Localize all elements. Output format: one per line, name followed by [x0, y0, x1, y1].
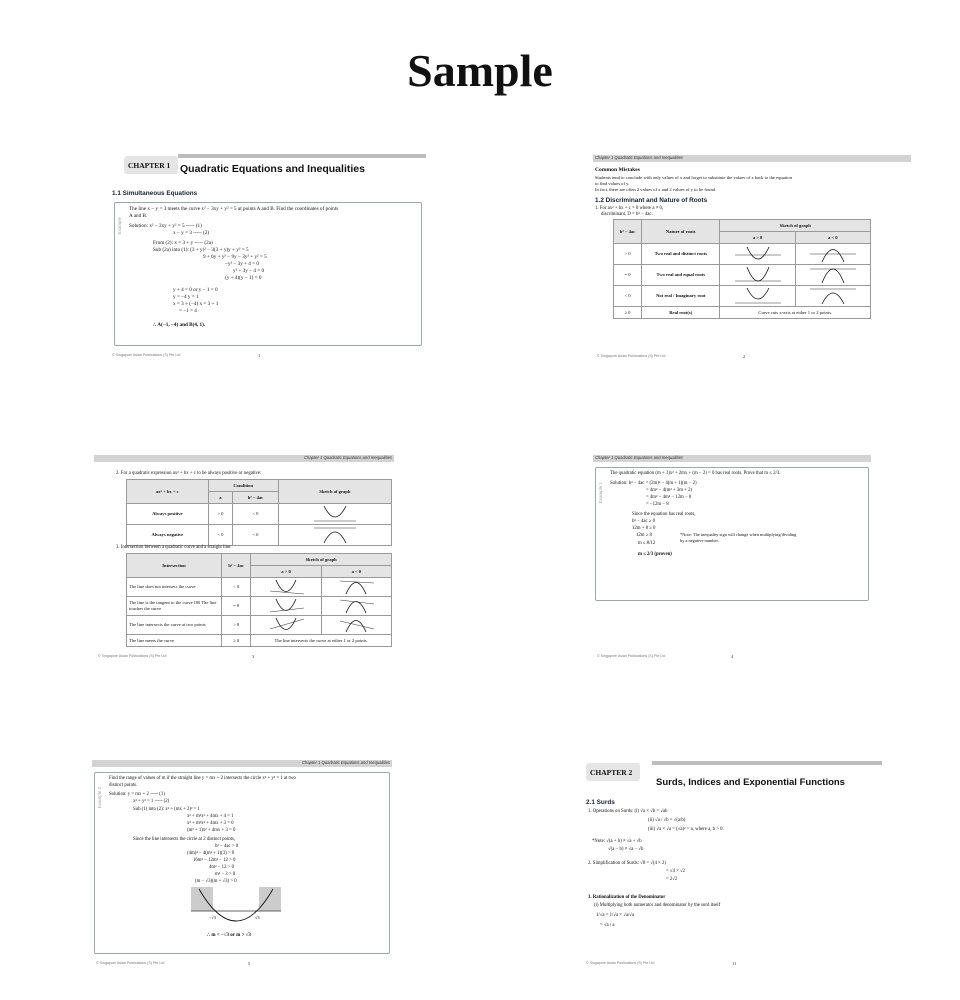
- table-row: [614, 265, 871, 286]
- running-head: Chapter 1 Quadratic Equations and Inequalities: [595, 155, 683, 160]
- thumbnail-page-6[interactable]: [582, 757, 882, 972]
- section-heading: 1.1 Simultaneous Equations: [112, 190, 198, 197]
- text-line: y + 4 = 0 or y − 1 = 0: [173, 287, 218, 293]
- line-misses-curve-icon: [266, 579, 306, 595]
- example-box: [94, 772, 390, 954]
- running-head: Chapter 1 Quadratic Equations and Inequalities: [302, 760, 390, 765]
- footer: © Singapore Asian Publications (S) Pte Ltd: [112, 353, 181, 358]
- chapter-title: Surds, Indices and Exponential Functions: [656, 777, 845, 788]
- text-line: Find the range of values of m if the straight line y = mx + 2 intersects the circle x² + y² = 1 at two: [109, 776, 296, 781]
- text-line: x² + m²x² + 4mx + 4 = 1: [187, 814, 234, 819]
- intersection-table: [126, 553, 392, 647]
- sketch-cell: [251, 578, 321, 597]
- text-line: = −1 = 4: [179, 308, 197, 314]
- text-line: 1. Operations on Surds: (i) √a × √b = √ab: [588, 809, 668, 814]
- example-label: Example 1: [598, 482, 603, 504]
- table-cell: < 0: [222, 578, 251, 597]
- table-header: a: [208, 492, 233, 504]
- parabola-up-icon: [312, 505, 358, 523]
- table-header: ax² + bx + c: [127, 480, 209, 504]
- table-row: [614, 286, 871, 307]
- text-line: In fact, there are often 2 values of x and 2 values of y to be found.: [595, 187, 717, 192]
- text-line: 2. For a quadratic expression ax² + bx + c to be always positive or negative:: [116, 471, 262, 476]
- table-cell: Real root(s): [642, 307, 720, 319]
- table-header: a > 0: [251, 566, 321, 578]
- text-line: −y² − 3y + 4 = 0: [225, 261, 260, 267]
- page-number: 4: [731, 654, 734, 660]
- table-row: [127, 578, 392, 597]
- text-line: Solution: b² − 4ac = (2m)² − 4(m + 1)(m − 2): [610, 481, 697, 486]
- sketch-cell: [720, 286, 795, 307]
- section-heading: 1.2 Discriminant and Nature of Roots: [595, 197, 708, 204]
- sketch-cell: [795, 244, 870, 265]
- page-number: 3: [252, 654, 255, 660]
- running-head: Chapter 1 Quadratic Equations and Inequalities: [304, 455, 392, 460]
- text-line: The quadratic equation (m + 1)x² + 2mx + (m − 2) = 0 has real roots. Prove that m ≤ 2/3.: [610, 471, 781, 476]
- text-line: A and B.: [129, 213, 148, 219]
- text-line: = 2√2: [666, 877, 678, 882]
- text-line: m ≤ 8/12: [638, 541, 656, 546]
- text-line: 1. For ax² + bx + c = 0 where a ≠ 0,: [595, 206, 664, 211]
- table-row: [127, 525, 392, 546]
- text-line: 9 + 6y + y² − 9y − 3y² + y² = 5: [203, 254, 267, 260]
- text-line: Since the equation has real roots,: [632, 512, 696, 517]
- table-cell: Always negative: [127, 525, 209, 546]
- page-heading: Sample: [407, 45, 553, 96]
- secant-line-icon: [336, 617, 376, 633]
- text-line: y² + 3y − 4 = 0: [233, 268, 265, 274]
- text-line: m ≤ 2/3 (proven): [638, 552, 672, 557]
- page-number: 11: [732, 961, 737, 967]
- text-line: (m² + 1)x² + 4mx + 3 = 0: [187, 828, 236, 833]
- sketch-cell: [278, 525, 391, 546]
- thumbnail-page-4[interactable]: [593, 455, 871, 665]
- table-header: a < 0: [321, 566, 391, 578]
- text-line: 3. Rationalization of the Denominator: [588, 895, 666, 900]
- table-row: [127, 597, 392, 616]
- running-head: Chapter 1 Quadratic Equations and Inequalities: [595, 455, 683, 460]
- text-line: √(a − b) ≠ √a − √b: [608, 847, 644, 852]
- table-cell: Curve cuts x-axis at either 1 or 2 points.: [720, 307, 871, 319]
- sketch-cell: [251, 597, 321, 616]
- tangent-line-icon: [336, 598, 376, 614]
- parabola-down-tangent-icon: [808, 266, 858, 284]
- text-line: From (2): x = 3 + y ----- (2a): [153, 240, 213, 246]
- page-number: 5: [248, 961, 251, 967]
- parabola-up-tangent-icon: [733, 266, 783, 284]
- text-line: discriminant, D = b² − 4ac.: [601, 212, 653, 217]
- sketch-cell: [251, 616, 321, 635]
- sketch-cell: [321, 616, 391, 635]
- chapter-label: CHAPTER 2: [590, 768, 633, 777]
- table-row: [127, 504, 392, 525]
- table-row: [127, 635, 392, 647]
- text-line: 4m² − 12 > 0: [209, 865, 234, 870]
- table-row: [614, 244, 871, 265]
- secant-line-icon: [266, 617, 306, 633]
- table-cell: < 0: [233, 525, 278, 546]
- table-header: b² − 4ac: [233, 492, 278, 504]
- text-line: Since the line intersects the circle at 2 distinct points,: [133, 837, 236, 842]
- inequality-graph: [191, 887, 281, 933]
- section-heading: 2.1 Surds: [586, 799, 615, 806]
- sketch-cell: [321, 578, 391, 597]
- note-text: *Note: The inequality sign will change when multiplying/dividing by a negative number.: [680, 532, 797, 543]
- table-header: Sketch of graph: [278, 480, 391, 504]
- text-line: Sub (2a) into (1): (3 + y)² − 3(3 + y)y + y² = 5: [153, 247, 249, 253]
- text-line: *Note: √(a + b) ≠ √a + √b: [592, 839, 642, 844]
- thumbnail-page-3[interactable]: [94, 455, 394, 665]
- sketch-cell: [720, 244, 795, 265]
- table-cell: Two real and distinct roots: [642, 244, 720, 265]
- text-line: Students tend to conclude with only values of x and forget to substitute the values of x back to the equation: [595, 175, 792, 180]
- footer: © Singapore Asian Publications (S) Pte Ltd: [597, 354, 666, 359]
- text-line: Sub (1) into (2): x² + (mx + 2)² = 1: [133, 807, 200, 812]
- parabola-down-icon: [312, 526, 358, 544]
- text-line: x² + y² = 1 ----- (2): [133, 799, 170, 804]
- table-cell: > 0: [614, 244, 642, 265]
- parabola-down-two-roots-icon: [808, 245, 858, 263]
- text-line: b² − 4ac > 0: [215, 844, 239, 849]
- footer: © Singapore Asian Publications (S) Pte Ltd: [96, 961, 165, 966]
- page-number: 2: [743, 354, 746, 360]
- table-cell: = 0: [222, 597, 251, 616]
- table-cell: < 0: [614, 286, 642, 307]
- table-header: Sketch of graph: [251, 554, 392, 566]
- text-line: x = 3 + (−4) x = 3 + 1: [173, 301, 219, 307]
- text-line: b² − 4ac ≥ 0: [632, 519, 656, 524]
- table-header: Intersection: [127, 554, 222, 578]
- text-line: (ii) √a / √b = √(a/b): [648, 818, 686, 823]
- text-line: 1/√a = 1/√a × √a/√a: [596, 913, 635, 918]
- sketch-cell: [795, 265, 870, 286]
- text-line: = −12m − 8: [646, 502, 669, 507]
- graph-label: −√3: [209, 915, 217, 920]
- tangent-line-icon: [266, 598, 306, 614]
- text-line: 3. Intersection between a quadratic curve and a straight line:: [116, 545, 232, 550]
- thumbnail-page-5[interactable]: [92, 760, 392, 972]
- text-line: m² − 3 > 0: [215, 872, 236, 877]
- table-header: Nature of roots: [642, 220, 720, 244]
- table-cell: < 0: [233, 504, 278, 525]
- text-line: y = −4 y = 1: [173, 294, 199, 300]
- text-line: distinct points.: [109, 783, 138, 788]
- text-line: (iii) √a × √a = (√a)² = a, where a, b > 0.: [648, 827, 724, 832]
- text-line: The line x − y = 3 meets the curve x² − 3xy + y² = 5 at points A and B. Find the coordinates of points: [129, 206, 339, 212]
- table-cell: > 0: [222, 616, 251, 635]
- sketch-cell: [278, 504, 391, 525]
- table-cell: The line does not intersect the curve: [127, 578, 222, 597]
- discriminant-table: [613, 219, 871, 319]
- table-cell: < 0: [208, 525, 233, 546]
- parabola-down-no-roots-icon: [808, 287, 858, 305]
- example-box: [595, 467, 869, 601]
- page-number: 1: [258, 353, 261, 359]
- sign-table: [126, 479, 392, 546]
- table-row: [127, 616, 392, 635]
- sketch-cell: [321, 597, 391, 616]
- text-line: 12m + 8 ≥ 0: [632, 526, 656, 531]
- table-cell: = 0: [614, 265, 642, 286]
- text-line: x − y = 3 ----- (2): [173, 230, 210, 236]
- graph-label: √3: [255, 915, 260, 920]
- common-mistakes-heading: Common Mistakes: [595, 167, 640, 173]
- text-line: = √4 × √2: [666, 869, 686, 874]
- text-line: 16m² − 12m² − 12 > 0: [193, 858, 236, 863]
- example-box: [114, 202, 422, 346]
- table-cell: Not real / Imaginary root: [642, 286, 720, 307]
- text-line: 2. Simplification of Surds: √8 = √(4 × 2): [588, 861, 666, 866]
- table-row: [614, 307, 871, 319]
- table-cell: The line is the tangent to the curve OR The line touches the curve: [127, 597, 222, 616]
- footer: © Singapore Asian Publications (S) Pte Ltd: [597, 654, 666, 659]
- table-cell: > 0: [208, 504, 233, 525]
- chapter-label: CHAPTER 1: [128, 161, 171, 170]
- text-line: x² + m²x² + 4mx + 3 = 0: [187, 821, 234, 826]
- table-cell: ≥ 0: [614, 307, 642, 319]
- table-header: b² − 4ac: [222, 554, 251, 578]
- table-header: Sketch of graph: [720, 220, 871, 232]
- table-cell: Two real and equal roots: [642, 265, 720, 286]
- chapter-title: Quadratic Equations and Inequalities: [180, 163, 365, 175]
- table-header: a < 0: [795, 232, 870, 244]
- example-label: Example: [117, 217, 122, 235]
- line-misses-curve-icon: [336, 579, 376, 595]
- table-header: b² − 4ac: [614, 220, 642, 244]
- text-line: Solution: x² − 3xy + y² = 5 ----- (1): [129, 223, 202, 229]
- table-cell: The line intersects the curve at two points: [127, 616, 222, 635]
- table-header: a > 0: [720, 232, 795, 244]
- text-line: ∴ A(−1, −4) and B(4, 1).: [153, 322, 206, 328]
- table-header: Condition: [208, 480, 278, 492]
- table-cell: The line meets the curve: [127, 635, 222, 647]
- sketch-cell: [795, 286, 870, 307]
- header-bar: [178, 154, 426, 158]
- sketch-cell: [720, 265, 795, 286]
- thumbnail-page-1[interactable]: [108, 150, 426, 364]
- header-bar: [652, 761, 882, 765]
- footer: © Singapore Asian Publications (S) Pte Ltd: [586, 961, 655, 966]
- text-line: (i) Multiplying both numerator and denominator by the surd itself: [594, 903, 721, 908]
- text-line: = 4m² − 4m² − 12m − 8: [646, 495, 692, 500]
- text-line: (4m)² − 4(m² + 1)(3) > 0: [187, 851, 235, 856]
- footer: © Singapore Asian Publications (S) Pte Ltd: [98, 654, 167, 659]
- text-line: to find values of y.: [595, 181, 630, 186]
- text-line: Solution: y = mx + 2 ----- (1): [109, 792, 165, 797]
- thumbnail-page-2[interactable]: [593, 155, 911, 365]
- text-line: = √a / a: [600, 923, 615, 928]
- text-line: ∴ m < −√3 or m > √3: [207, 933, 251, 938]
- table-cell: ≥ 0: [222, 635, 251, 647]
- parabola-up-no-roots-icon: [733, 287, 783, 305]
- text-line: 12m ≥ 8: [636, 533, 652, 538]
- text-line: = 4m² − 4(m² + 3m + 2): [646, 488, 693, 493]
- text-line: (y + 4)(y − 1) = 0: [225, 275, 262, 281]
- table-cell: Always positive: [127, 504, 209, 525]
- text-line: (m − √3)(m + √3) > 0: [195, 879, 237, 884]
- example-label: Example 2: [97, 787, 102, 809]
- table-cell: The line intersects the curve at either 1 or 2 points.: [251, 635, 392, 647]
- parabola-up-two-roots-icon: [733, 245, 783, 263]
